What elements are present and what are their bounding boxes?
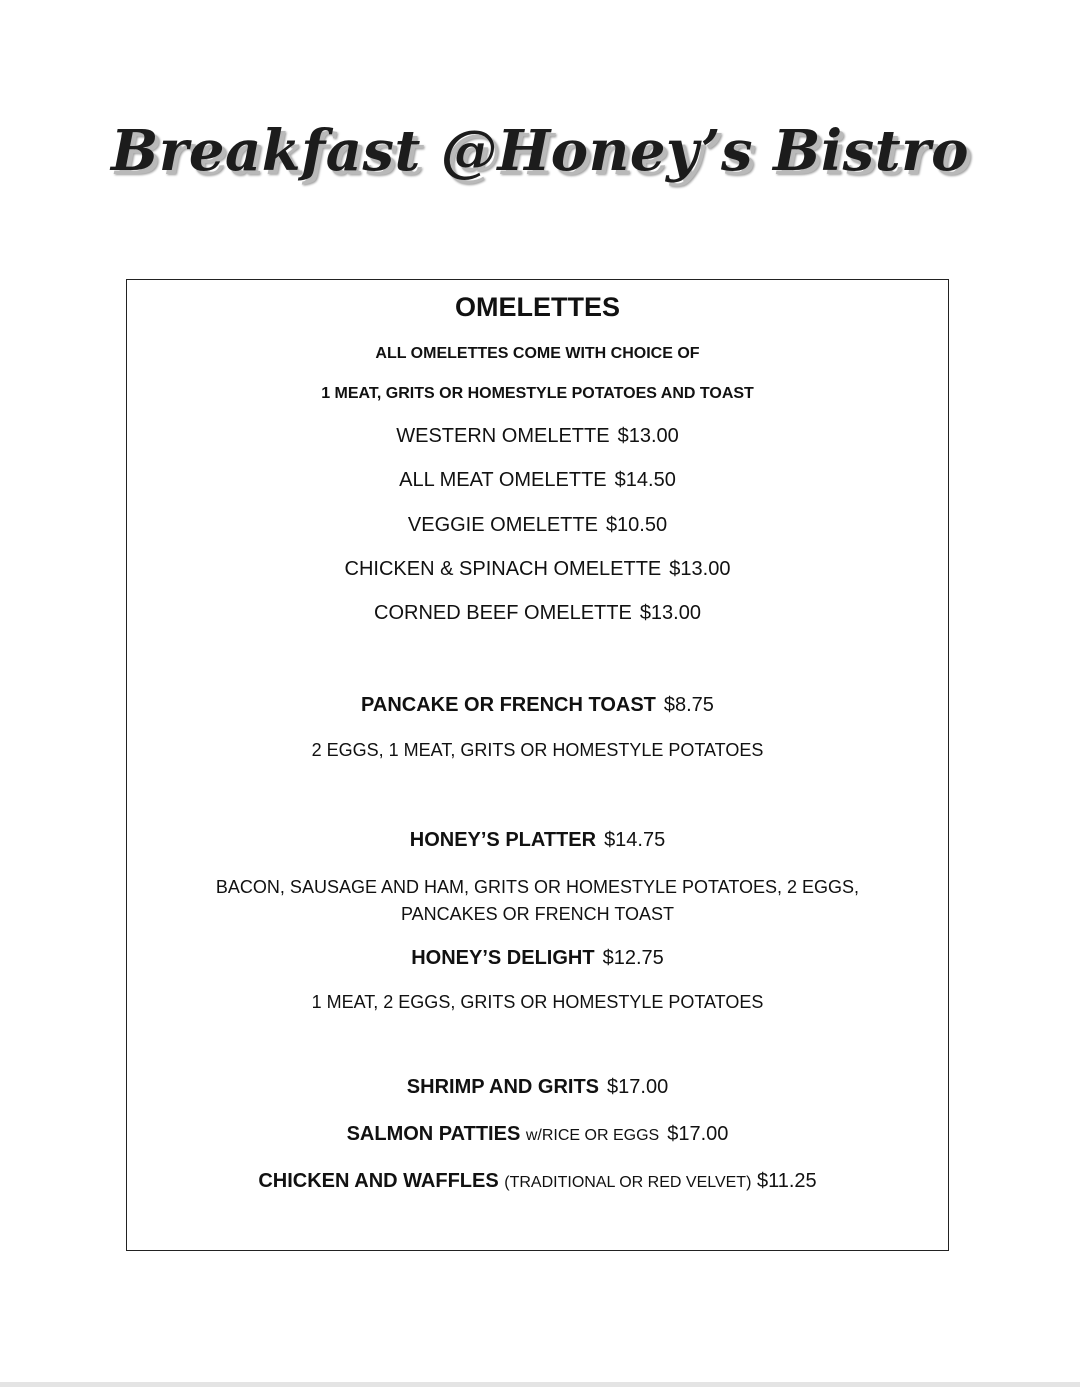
item-name: HONEY’S PLATTER bbox=[409, 829, 597, 851]
salmon-item bbox=[127, 1123, 948, 1146]
omelettes-note-line2: 1 MEAT, GRITS OR HOMESTYLE POTATOES AND TOAST bbox=[321, 385, 754, 402]
pancake-desc: 2 EGGS, 1 MEAT, GRITS OR HOMESTYLE POTATOES bbox=[311, 740, 764, 760]
menu-item bbox=[127, 514, 948, 537]
menu-item bbox=[127, 469, 948, 492]
delight-desc: 1 MEAT, 2 EGGS, GRITS OR HOMESTYLE POTATOES bbox=[311, 992, 764, 1012]
waffles-item bbox=[127, 1170, 948, 1193]
item-name: CHICKEN & SPINACH OMELETTE bbox=[344, 558, 662, 580]
item-name: ALL MEAT OMELETTE bbox=[399, 469, 607, 491]
item-price: $13.00 bbox=[669, 558, 731, 580]
item-name: VEGGIE OMELETTE bbox=[407, 514, 598, 536]
item-price: $10.50 bbox=[605, 514, 668, 536]
omelettes-heading: OMELETTES bbox=[454, 292, 620, 322]
platter-item bbox=[127, 829, 948, 852]
item-price: $14.50 bbox=[614, 469, 676, 491]
item-price: $13.00 bbox=[617, 425, 679, 447]
menu-box bbox=[126, 279, 949, 1251]
item-price: $12.75 bbox=[602, 947, 664, 969]
menu-title: Breakfast @Honey’s Bistro bbox=[111, 118, 969, 184]
bottom-bar bbox=[0, 1382, 1080, 1387]
item-price: $8.75 bbox=[663, 694, 714, 716]
item-name: CHICKEN AND WAFFLES bbox=[258, 1170, 499, 1192]
omelettes-note-line1: ALL OMELETTES COME WITH CHOICE OF bbox=[375, 345, 700, 362]
platter-desc: BACON, SAUSAGE AND HAM, GRITS OR HOMESTYLE POTATOES, 2 EGGS, PANCAKES OR FRENCH TOAST bbox=[215, 877, 860, 924]
menu-item bbox=[127, 602, 948, 625]
item-name: SALMON PATTIES bbox=[346, 1123, 521, 1145]
item-name: PANCAKE OR FRENCH TOAST bbox=[361, 694, 656, 716]
item-note: w/RICE OR EGGS bbox=[525, 1127, 660, 1144]
item-name: HONEY’S DELIGHT bbox=[411, 947, 595, 969]
item-price: $17.00 bbox=[607, 1076, 669, 1098]
delight-item bbox=[127, 947, 948, 970]
menu-item bbox=[127, 425, 948, 448]
item-price: $14.75 bbox=[604, 829, 666, 851]
item-note: (TRADITIONAL OR RED VELVET) bbox=[504, 1174, 752, 1191]
item-name: CORNED BEEF OMELETTE bbox=[374, 602, 632, 624]
item-name: SHRIMP AND GRITS bbox=[406, 1076, 600, 1098]
item-price: $11.25 bbox=[756, 1170, 817, 1192]
item-price: $13.00 bbox=[639, 602, 701, 624]
menu-item bbox=[127, 558, 948, 581]
shrimp-item bbox=[127, 1076, 948, 1099]
pancake-item bbox=[127, 694, 948, 717]
item-name: WESTERN OMELETTE bbox=[396, 425, 610, 447]
item-price: $17.00 bbox=[667, 1123, 729, 1145]
